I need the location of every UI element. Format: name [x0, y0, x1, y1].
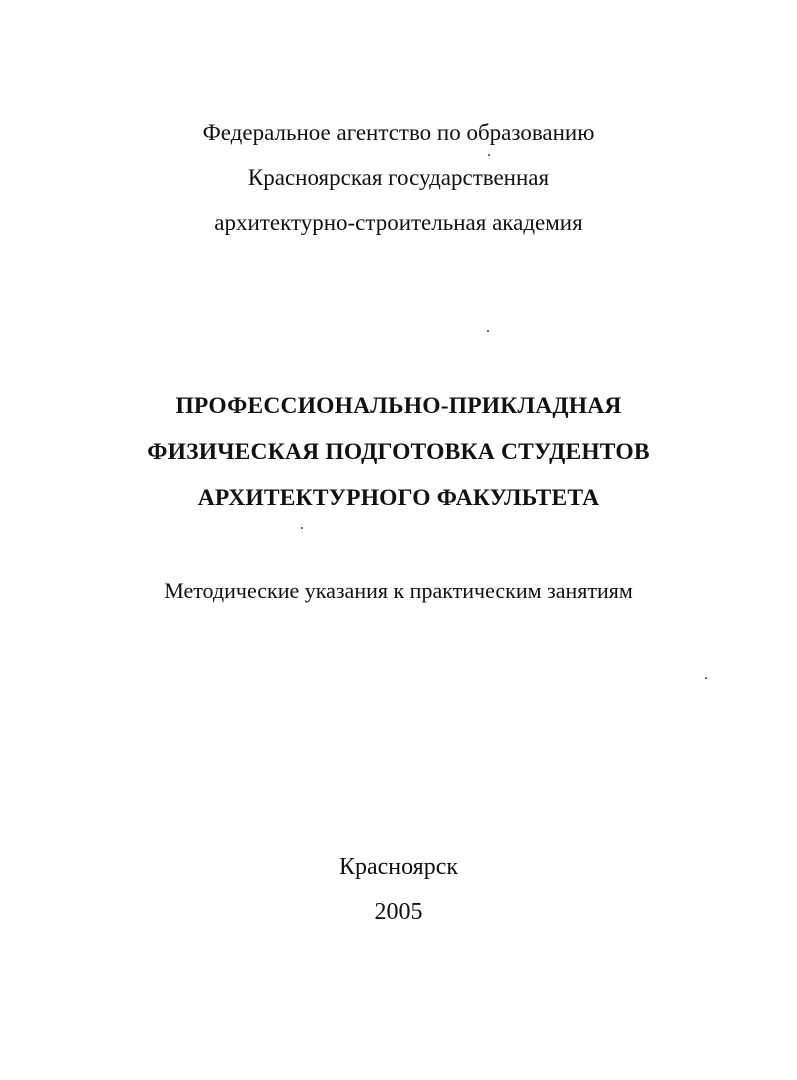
scan-speck — [301, 527, 303, 529]
document-subtitle: Методические указания к практическим занятиям — [164, 578, 633, 603]
document-title-line-2: ФИЗИЧЕСКАЯ ПОДГОТОВКА СТУДЕНТОВ — [147, 439, 650, 465]
academy-name-line-1: Красноярская государственная — [247, 165, 550, 190]
academy-name-line-2: архитектурно-строительная академия — [214, 210, 583, 235]
publication-year: 2005 — [374, 899, 423, 925]
scan-speck — [487, 330, 489, 332]
document-title-line-3: АРХИТЕКТУРНОГО ФАКУЛЬТЕТА — [197, 485, 600, 511]
publication-city: Красноярск — [338, 854, 459, 880]
document-title-line-1: ПРОФЕССИОНАЛЬНО-ПРИКЛАДНАЯ — [175, 393, 622, 419]
agency-name: Федеральное агентство по образованию — [202, 120, 595, 145]
scan-speck — [705, 677, 707, 679]
scan-speck — [488, 154, 490, 156]
